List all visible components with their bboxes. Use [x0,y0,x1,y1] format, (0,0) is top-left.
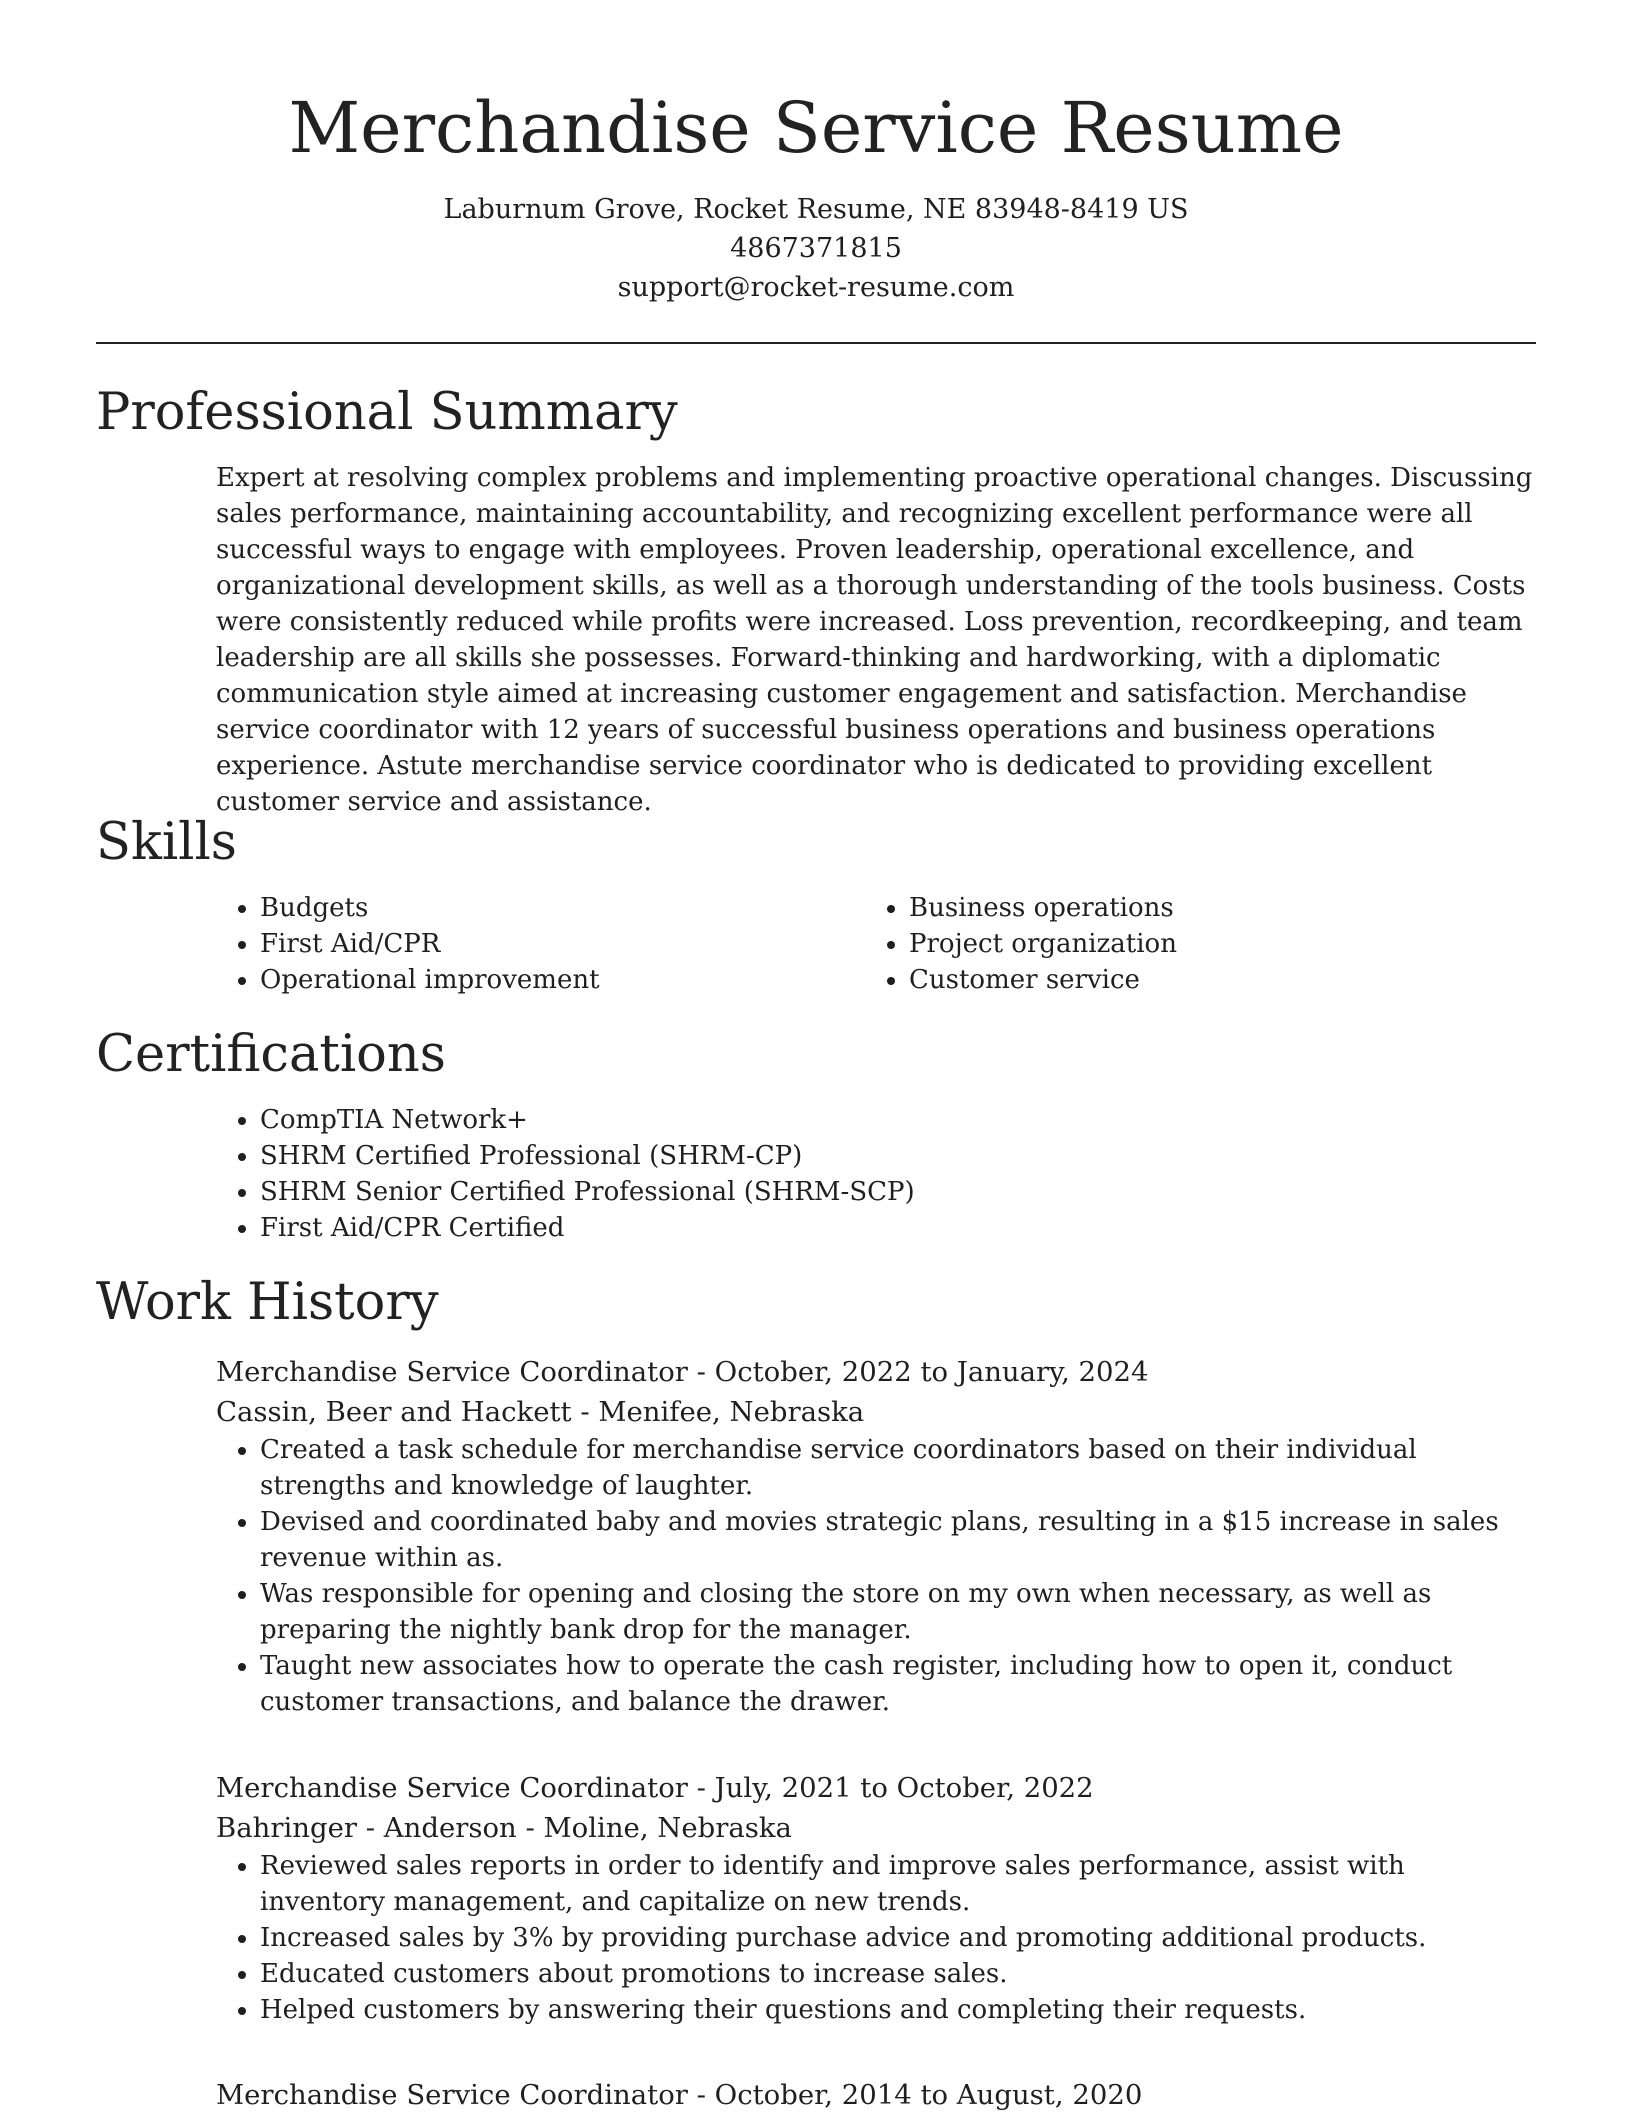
job-dates: - July, 2021 to October, 2022 [687,1772,1094,1804]
job-entry [216,2075,1536,2115]
job-bullet: • Educated customers about promotions to increase sales. [260,1956,1536,1992]
job-bullet: • Taught new associates how to operate the cash register, including how to open it, conduct customer transactions, and balance the drawer. [260,1648,1536,1720]
job-bullet-list [216,1848,1536,2028]
header-divider [96,342,1536,344]
job-location: - Menifee, Nebraska [571,1396,865,1428]
skill-item: • Project organization [909,926,1505,962]
certification-item: • SHRM Certified Professional (SHRM-CP) [260,1138,1536,1174]
resume-title: Merchandise Service Resume [288,87,1344,169]
job-title: Merchandise Service Coordinator [216,1772,688,1804]
skills-section [216,890,1536,1000]
certification-item: • First Aid/CPR Certified [260,1210,1536,1246]
skill-item-list [865,890,1505,998]
job-bullet: • Increased sales by 3% by providing purchase advice and promoting additional products. [260,1920,1536,1956]
section-heading-work-history: Work History [96,1273,439,1332]
job-entry [216,1352,1536,1720]
skills-column-right [865,890,1505,998]
certification-item: • SHRM Senior Certified Professional (SHRM-SCP) [260,1174,1536,1210]
resume-header [96,78,1536,307]
job-location: - Moline, Nebraska [516,1812,792,1844]
job-entry [216,1768,1536,2028]
section-heading-certifications: Certifications [96,1025,446,1084]
job-bullet: • Reviewed sales reports in order to identify and improve sales performance, assist with inventory management, and capitalize on new trends. [260,1848,1536,1920]
contact-email: support@rocket-resume.com [617,272,1015,303]
job-title-line [216,1352,1536,1392]
section-heading-summary: Professional Summary [96,383,678,442]
skill-item: • Business operations [909,890,1505,926]
certification-item-list [216,1102,1536,1246]
job-title-line [216,1768,1536,1808]
skill-item: • Operational improvement [260,962,856,998]
skills-column-left [216,890,856,998]
job-bullet: • Devised and coordinated baby and movies strategic plans, resulting in a $15 increase in sales revenue within as. [260,1504,1536,1576]
summary-section [216,460,1536,820]
job-dates: - October, 2014 to August, 2020 [687,2079,1143,2111]
skill-item-list [216,890,856,998]
contact-address: Laburnum Grove, Rocket Resume, NE 83948-8419 US [443,194,1189,225]
job-company-line [216,1392,1536,1432]
skill-item: • Customer service [909,962,1505,998]
job-company-line [216,1808,1536,1848]
job-company: Bahringer - Anderson [216,1812,517,1844]
certifications-section [216,1102,1536,1246]
job-title-line [216,2075,1536,2115]
job-dates: - October, 2022 to January, 2024 [687,1356,1149,1388]
certification-item: • CompTIA Network+ [260,1102,1536,1138]
skill-item: • First Aid/CPR [260,926,856,962]
skill-item: • Budgets [260,890,856,926]
job-bullet: • Created a task schedule for merchandise service coordinators based on their individual strengths and knowledge of laughter. [260,1432,1536,1504]
job-company: Cassin, Beer and Hackett [216,1396,572,1428]
job-bullet: • Was responsible for opening and closing the store on my own when necessary, as well as preparing the nightly bank drop for the manager. [260,1576,1536,1648]
job-title: Merchandise Service Coordinator [216,1356,688,1388]
job-title: Merchandise Service Coordinator [216,2079,688,2111]
section-heading-skills: Skills [96,813,237,872]
contact-phone: 4867371815 [730,233,902,264]
summary-text: Expert at resolving complex problems and implementing proactive operational changes. Discussing sales performance, maintaining accountability, and recognizing excellent performance were all successful ways to engage with employees. Proven leadership, operational excellence, and organizational development skills, as well as a thorough understanding of the tools business. Costs were consistently reduced while profits were increased. Loss prevention, recordkeeping, and team leadership are all skills she possesses. Forward-thinking and hardworking, with a diplomatic communication style aimed at increasing customer engagement and satisfaction. Merchandise service coordinator with 12 years of successful business operations and business operations experience. Astute merchandise service coordinator who is dedicated to providing excellent customer service and assistance. [216,463,1533,817]
job-bullet: • Helped customers by answering their questions and completing their requests. [260,1992,1536,2028]
job-bullet-list [216,1432,1536,1720]
